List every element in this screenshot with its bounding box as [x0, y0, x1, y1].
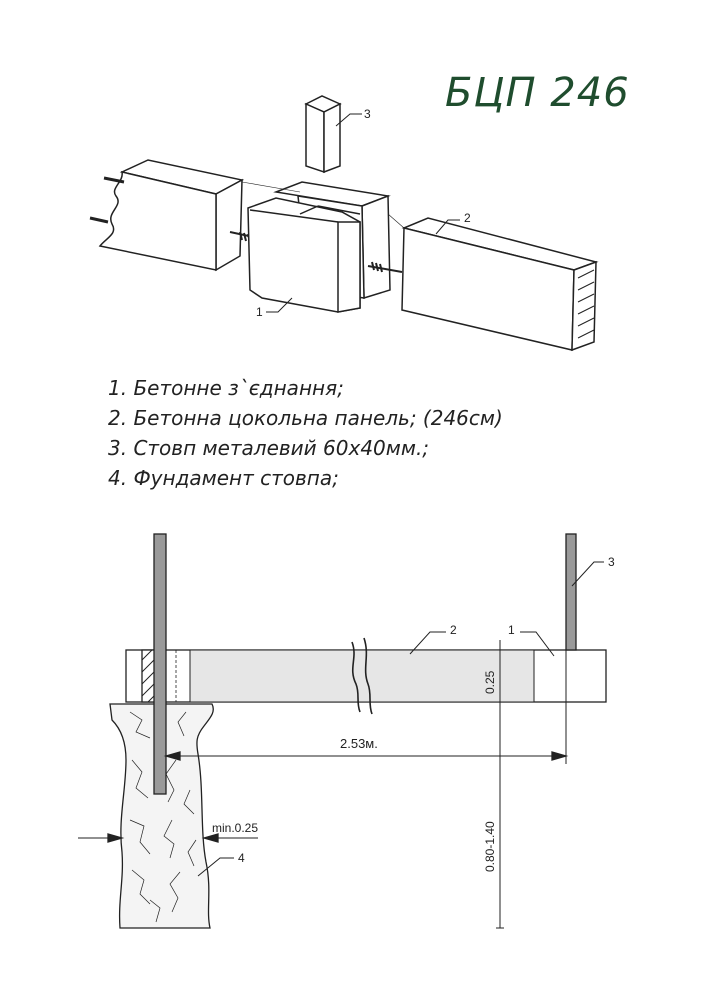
section-callout-joint: 1	[508, 623, 515, 637]
iso-callout-post: 3	[364, 107, 371, 121]
iso-left-panel	[90, 160, 258, 270]
legend-item: 1. Бетонне з`єднання;	[108, 376, 344, 400]
iso-callout-joint: 1	[256, 305, 263, 319]
section-callout-panel: 2	[450, 623, 457, 637]
iso-metal-post	[306, 96, 340, 172]
legend-list	[108, 373, 503, 493]
drawing-title: БЦП 246	[445, 70, 630, 116]
iso-concrete-joint	[248, 182, 402, 312]
iso-right-panel	[402, 218, 596, 350]
depth-dimension-label: 0.80-1.40	[483, 821, 497, 872]
legend-item: 3. Стовп металевий 60х40мм.;	[108, 436, 430, 460]
width-dimension-label: min.0.25	[212, 821, 259, 835]
section-callout-foundation: 4	[238, 851, 245, 865]
section-post-left	[154, 534, 166, 794]
iso-callout-panel: 2	[464, 211, 471, 225]
section-callout-post: 3	[608, 555, 615, 569]
span-dimension-label: 2.53м.	[340, 736, 378, 751]
legend-item: 4. Фундамент стовпа;	[108, 466, 339, 490]
section-post-right	[566, 534, 576, 650]
legend-item: 2. Бетонна цокольна панель; (246см)	[108, 406, 503, 430]
height-dimension-label: 0.25	[483, 670, 497, 694]
section-view	[78, 534, 606, 928]
isometric-view	[90, 96, 596, 350]
